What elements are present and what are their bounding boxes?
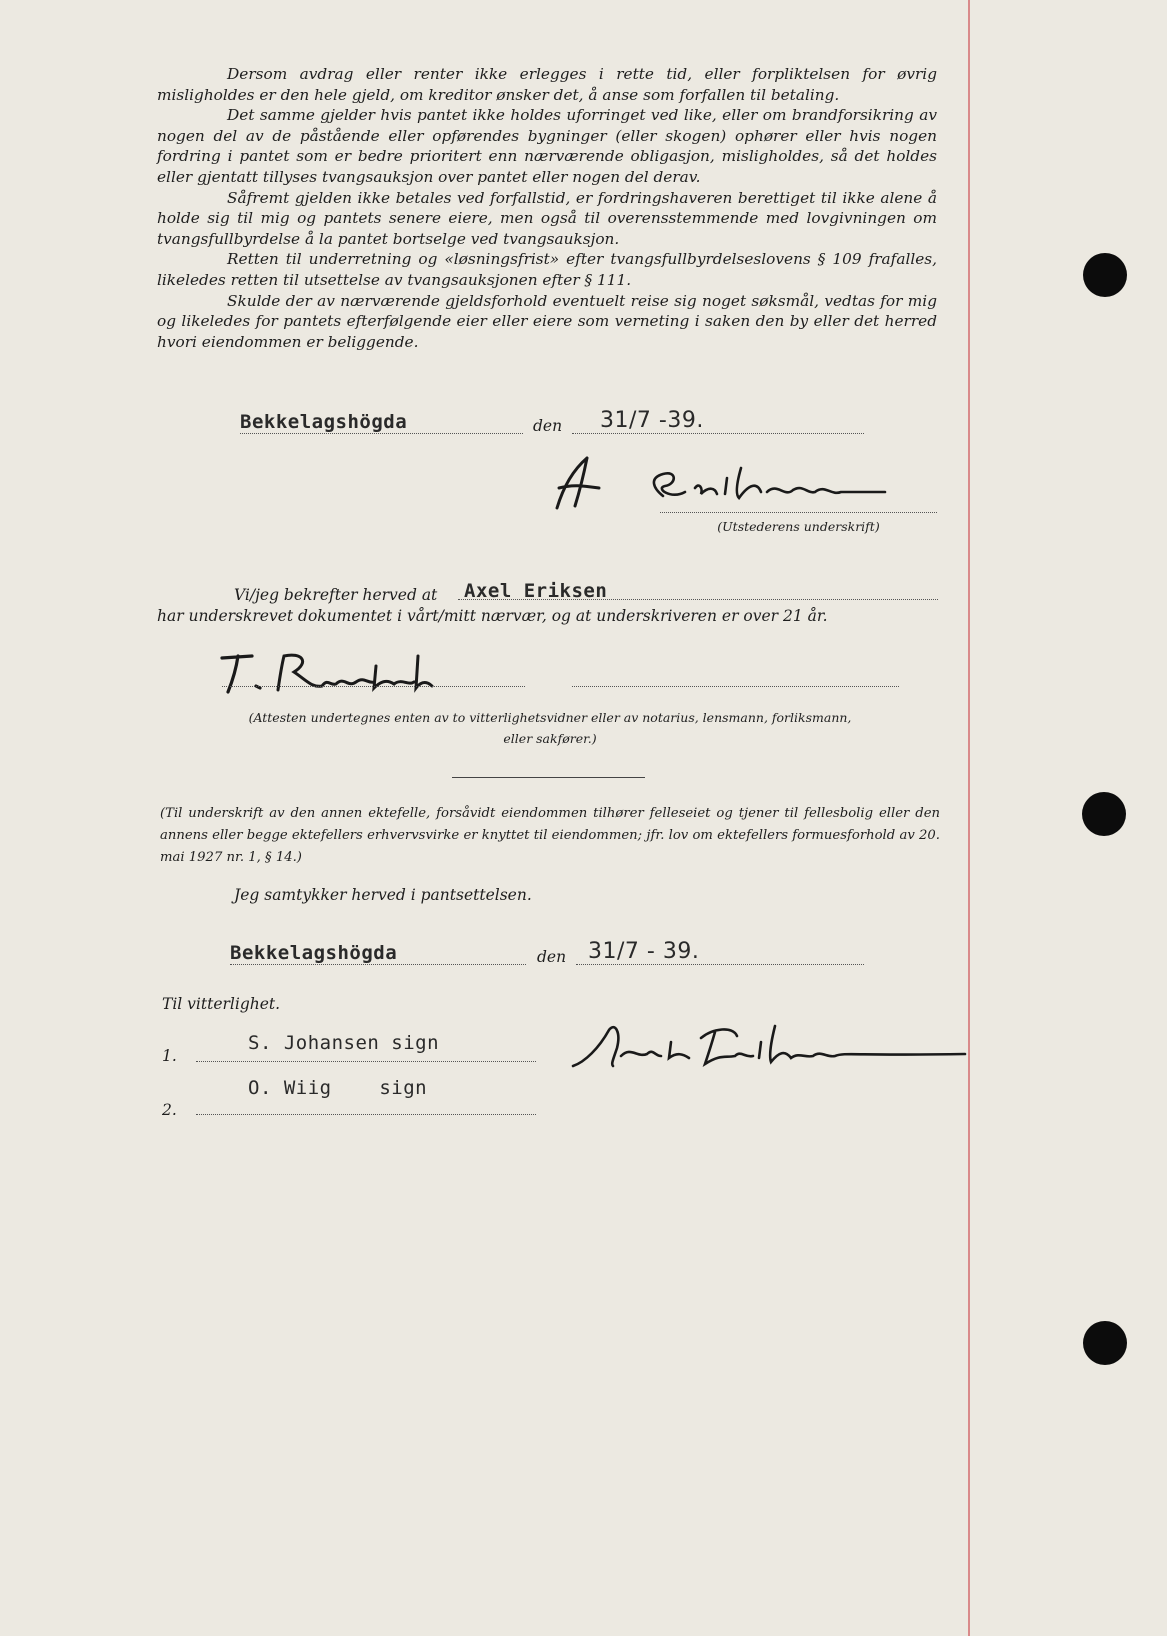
issuer-date-line (572, 433, 864, 434)
spouse-signature (565, 1018, 975, 1078)
spouse-place: Bekkelagshögda (230, 942, 398, 964)
issuer-signature-caption: (Utstederens underskrift) (717, 519, 880, 534)
spouse-consent: Jeg samtykker herved i pantsettelsen. (234, 886, 532, 904)
witness-1-line (196, 1061, 536, 1062)
attest-line2: har underskrevet dokumentet i vårt/mitt nærvær, og at underskriveren er over 21 år. (157, 607, 828, 625)
punch-hole-middle (1082, 792, 1126, 836)
red-margin-line (968, 0, 970, 1636)
attest-name-line (458, 599, 938, 600)
issuer-signature-line (660, 512, 937, 513)
witness-signature-line-1 (222, 686, 525, 687)
paragraph-enforcement: Såfremt gjelden ikke betales ved forfallstid, er fordringshaveren berettiget til ikke alene å holde sig til mig og pantets senere eiere, men også til overensstemmende med lovgivningen om tvangsfullbyrdelse å la pantet bortselge ved tvangsauksjon. (157, 188, 937, 248)
issuer-den-label: den (533, 417, 563, 435)
witness-2-line (196, 1114, 536, 1115)
paragraph-collateral: Det samme gjelder hvis pantet ikke holdes uforringet ved like, eller om brandforsikring av nogen del av de påstående eller opførendes bygninger (eller skogen) ophører eller hvis nogen fordring i pantet som er bedre prioritert enn nærværende obligasjon, misligholdes, så det holdes eller gjentatt tillyses tvangsauksjon over pantet eller nogen del derav. (157, 106, 937, 186)
spouse-note: (Til underskrift av den annen ektefelle, forsåvidt eiendommen tilhører felleseiet og tjener til fellesbolig eller den annens eller begge ektefellers erhvervsvirke er knyttet til eiendommen; jfr. lov om ektefellers formuesforhold av 20. mai 1927 nr. 1, § 14.) (160, 806, 940, 865)
punch-hole-bottom (1083, 1321, 1127, 1365)
attest-name: Axel Eriksen (464, 580, 608, 602)
paragraph-default: Dersom avdrag eller renter ikke erlegges i rette tid, eller forpliktelsen for øvrig misligholdes er den hele gjeld, om kreditor ønsker det, å anse som forfallen til betaling. (157, 65, 937, 104)
section-divider (452, 777, 645, 778)
witness-signature-line-2 (572, 686, 899, 687)
witness-1-number: 1. (162, 1047, 177, 1065)
attest-caption-line1: (Attesten undertegnes enten av to vitterlighetsvidner eller av notarius, lensmann, forliksmann, (248, 710, 852, 725)
spouse-date: 31/7 - 39. (588, 939, 700, 964)
spouse-den-label: den (537, 948, 567, 966)
legal-terms (157, 64, 937, 352)
witness-1-name: S. Johansen sign (248, 1032, 440, 1054)
spouse-place-line (230, 964, 526, 965)
witness-signature-rustad (218, 650, 448, 696)
paragraph-venue: Skulde der av nærværende gjeldsforhold eventuelt reise sig noget søksmål, vedtas for mig og likeledes for pantets efterfølgende eier eller eiere som verneting i saken den by eller det herred hvori eiendommen er beliggende. (157, 291, 937, 351)
punch-hole-top (1083, 253, 1127, 297)
attest-prefix: Vi/jeg bekrefter herved at (234, 586, 438, 604)
spouse-date-line (576, 964, 864, 965)
witness-2-name: O. Wiig sign (248, 1077, 428, 1099)
witness-2-number: 2. (162, 1101, 177, 1119)
issuer-place-line (240, 433, 523, 434)
issuer-signature (545, 448, 935, 514)
witness-label: Til vitterlighet. (162, 995, 281, 1013)
issuer-date: 31/7 -39. (600, 408, 704, 433)
issuer-place: Bekkelagshögda (240, 411, 408, 433)
paragraph-notice: Retten til underretning og «løsningsfrist» efter tvangsfullbyrdelseslovens § 109 frafalles, likeledes retten til utsettelse av tvangsauksjonen efter § 111. (157, 250, 937, 289)
attest-caption-line2: eller sakfører.) (503, 731, 597, 746)
